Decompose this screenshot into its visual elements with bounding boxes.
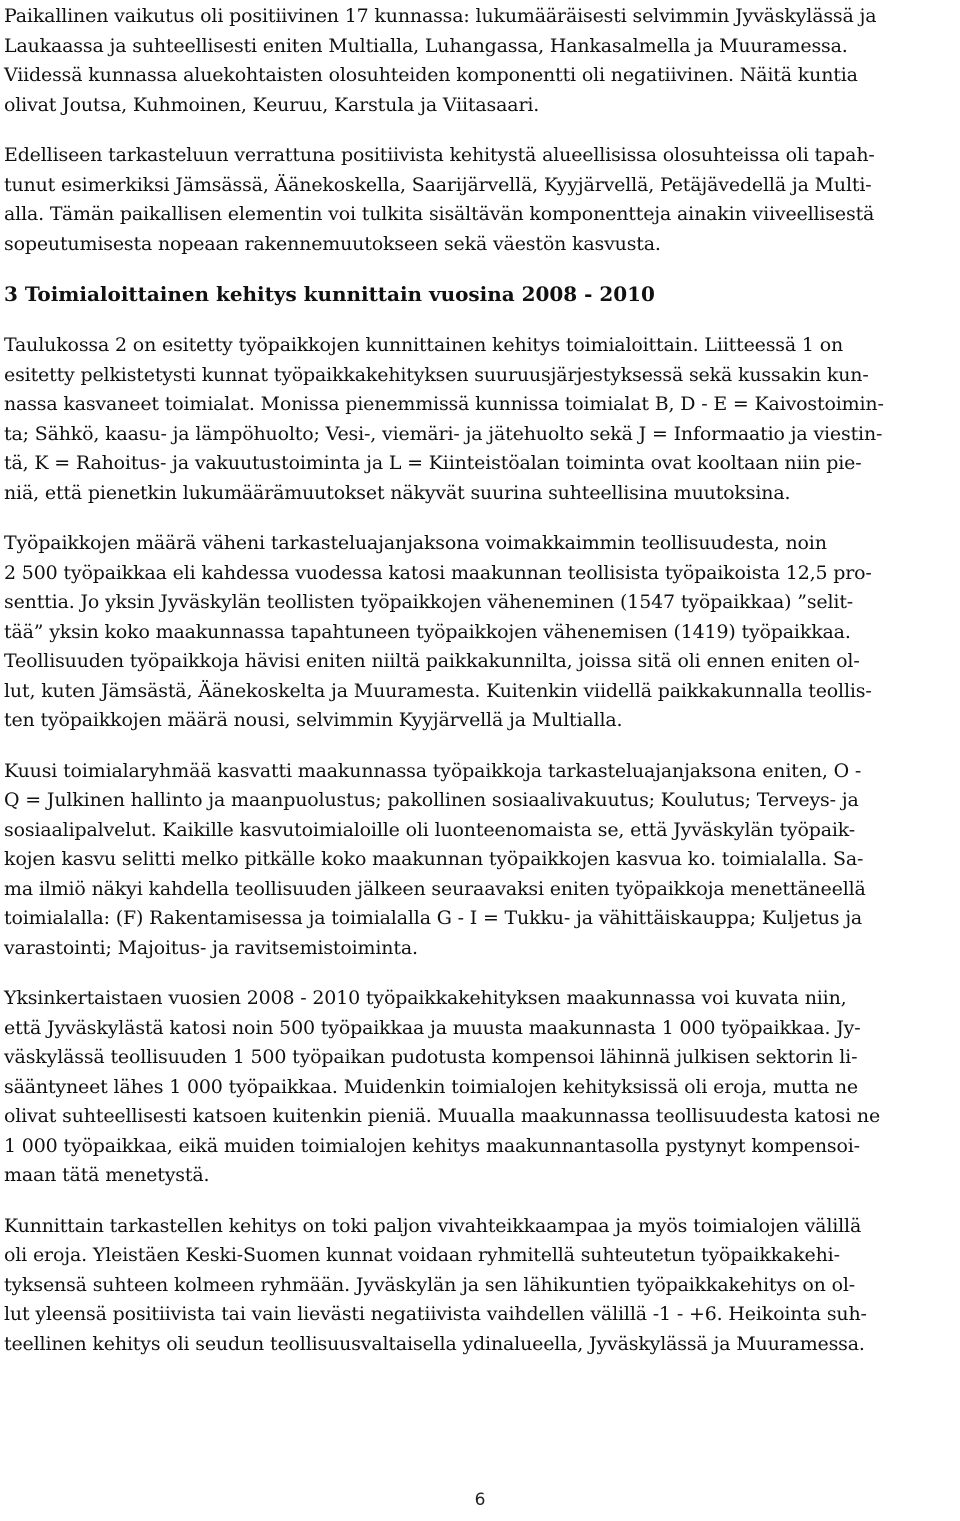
text-line: sosiaalipalvelut. Kaikille kasvutoimialoille oli luonteenomaista se, että Jyväskylän työpaik- <box>4 818 856 841</box>
text-line: oli eroja. Yleistäen Keski-Suomen kunnat voidaan ryhmitellä suhteutetun työpaikkakehi- <box>4 1244 840 1266</box>
text-line: ten työpaikkojen määrä nousi, selvimmin Kyyjärvellä ja Multialla. <box>4 709 623 731</box>
section-heading: 3 Toimialoittainen kehitys kunnittain vuosina 2008 - 2010 <box>4 282 655 306</box>
paragraph-industry-decline <box>4 529 956 736</box>
paragraph-summary <box>4 984 956 1191</box>
text-line: sopeutumisesta nopeaan rakennemuutokseen sekä väestön kasvusta. <box>4 232 661 255</box>
text-line: sääntyneet lähes 1 000 työpaikkaa. Muidenkin toimialojen kehityksissä oli eroja, mutta ne <box>4 1075 859 1098</box>
text-line: esitetty pelkistetysti kunnat työpaikkakehityksen suuruusjärjestyksessä sekä kussakin kun- <box>4 363 869 386</box>
text-line: varastointi; Majoitus- ja ravitsemistoiminta. <box>4 936 418 959</box>
paragraph-comparison <box>4 141 956 259</box>
text-line: toimialalla: (F) Rakentamisessa ja toimialalla G - I = Tukku- ja vähittäiskauppa; Kuljetus ja <box>4 907 863 929</box>
text-line: ta; Sähkö, kaasu- ja lämpöhuolto; Vesi-, viemäri- ja jätehuolto sekä J = Informaatio ja viestin- <box>4 422 883 445</box>
text-line: Teollisuuden työpaikkoja hävisi eniten niiltä paikkakunnilta, joissa sitä oli ennen eniten ol- <box>4 650 860 672</box>
text-line: alla. Tämän paikallisen elementin voi tulkita sisältävän komponentteja ainakin viiveellisestä <box>4 203 875 225</box>
text-line: lut yleensä positiivista tai vain lievästi negatiivista vaihdellen välillä -1 - +6. Heikointa suh- <box>4 1303 867 1325</box>
paragraph-local-effect <box>4 2 956 120</box>
text-line: Taulukossa 2 on esitetty työpaikkojen kunnittainen kehitys toimialoittain. Liitteessä 1 on <box>4 334 844 356</box>
text-line: tä, K = Rahoitus- ja vakuutustoiminta ja L = Kiinteistöalan toiminta ovat kooltaan niin pie- <box>4 452 862 474</box>
text-line: ma ilmiö näkyi kahdella teollisuuden jälkeen seuraavaksi eniten työpaikkoja menettäneellä <box>4 877 866 900</box>
text-line: Viidessä kunnassa aluekohtaisten olosuhteiden komponentti oli negatiivinen. Näitä kuntia <box>4 64 858 86</box>
text-line: 1 000 työpaikkaa, eikä muiden toimialojen kehitys maakunnantasolla pystynyt kompensoi- <box>4 1134 860 1157</box>
text-line: nassa kasvaneet toimialat. Monissa pienemmissä kunnissa toimialat B, D - E = Kaivostoimin- <box>4 393 884 415</box>
text-line: Q = Julkinen hallinto ja maanpuolustus; pakollinen sosiaalivakuutus; Koulutus; Terveys- ja <box>4 789 859 811</box>
text-line: maan tätä menetystä. <box>4 1164 210 1186</box>
text-line: kojen kasvu selitti melko pitkälle koko maakunnan työpaikkojen kasvua ko. toimialalla. Sa- <box>4 848 864 870</box>
text-line: niä, että pienetkin lukumäärämuutokset näkyvät suurina suhteellisina muutoksina. <box>4 481 791 504</box>
text-line: 2 500 työpaikkaa eli kahdessa vuodessa katosi maakunnan teollisista työpaikoista 12,5 pro- <box>4 561 872 584</box>
text-line: Edelliseen tarkasteluun verrattuna positiivista kehitystä alueellisissa olosuhteissa oli tapah- <box>4 144 875 166</box>
text-line: Paikallinen vaikutus oli positiivinen 17 kunnassa: lukumääräisesti selvimmin Jyväskylässä ja <box>4 5 877 27</box>
text-line: tää” yksin koko maakunnassa tapahtuneen työpaikkojen vähenemisen (1419) työpaikkaa. <box>4 620 851 643</box>
document-page <box>4 0 956 1359</box>
text-line: väskylässä teollisuuden 1 500 työpaikan pudotusta kompensoi lähinnä julkisen sektorin li- <box>4 1046 858 1068</box>
text-line: tunut esimerkiksi Jämsässä, Äänekoskella, Saarijärvellä, Kyyjärvellä, Petäjävedellä ja Multi- <box>4 173 872 196</box>
text-line: että Jyväskylästä katosi noin 500 työpaikkaa ja muusta maakunnasta 1 000 työpaikkaa. Jy- <box>4 1016 861 1039</box>
text-line: Kunnittain tarkastellen kehitys on toki paljon vivahteikkaampaa ja myös toimialojen välillä <box>4 1214 862 1237</box>
paragraph-table-intro <box>4 331 956 508</box>
text-line: olivat Joutsa, Kuhmoinen, Keuruu, Karstula ja Viitasaari. <box>4 93 540 116</box>
text-line: Kuusi toimialaryhmää kasvatti maakunnassa työpaikkoja tarkasteluajanjaksona eniten, O - <box>4 759 862 782</box>
text-line: lut, kuten Jämsästä, Äänekoskelta ja Muuramesta. Kuitenkin viidellä paikkakunnalla teollis- <box>4 679 872 702</box>
text-line: olivat suhteellisesti katsoen kuitenkin pieniä. Muualla maakunnassa teollisuudesta katosi ne <box>4 1105 881 1127</box>
text-line: Laukaassa ja suhteellisesti eniten Multialla, Luhangassa, Hankasalmella ja Muuramessa. <box>4 34 848 57</box>
text-line: tyksensä suhteen kolmeen ryhmään. Jyväskylän ja sen lähikuntien työpaikkakehitys on ol- <box>4 1273 856 1296</box>
text-line: senttia. Jo yksin Jyväskylän teollisten työpaikkojen väheneminen (1547 työpaikkaa) ”selit- <box>4 591 854 613</box>
paragraph-growth-sectors <box>4 757 956 964</box>
page-number: 6 <box>474 1490 486 1510</box>
text-line: Työpaikkojen määrä väheni tarkasteluajanjaksona voimakkaimmin teollisuudesta, noin <box>4 532 827 554</box>
paragraph-municipal-groups <box>4 1212 956 1360</box>
text-line: Yksinkertaistaen vuosien 2008 - 2010 työpaikkakehityksen maakunnassa voi kuvata niin, <box>4 987 847 1009</box>
text-line: teellinen kehitys oli seudun teollisuusvaltaisella ydinalueella, Jyväskylässä ja Muuramessa. <box>4 1332 865 1355</box>
